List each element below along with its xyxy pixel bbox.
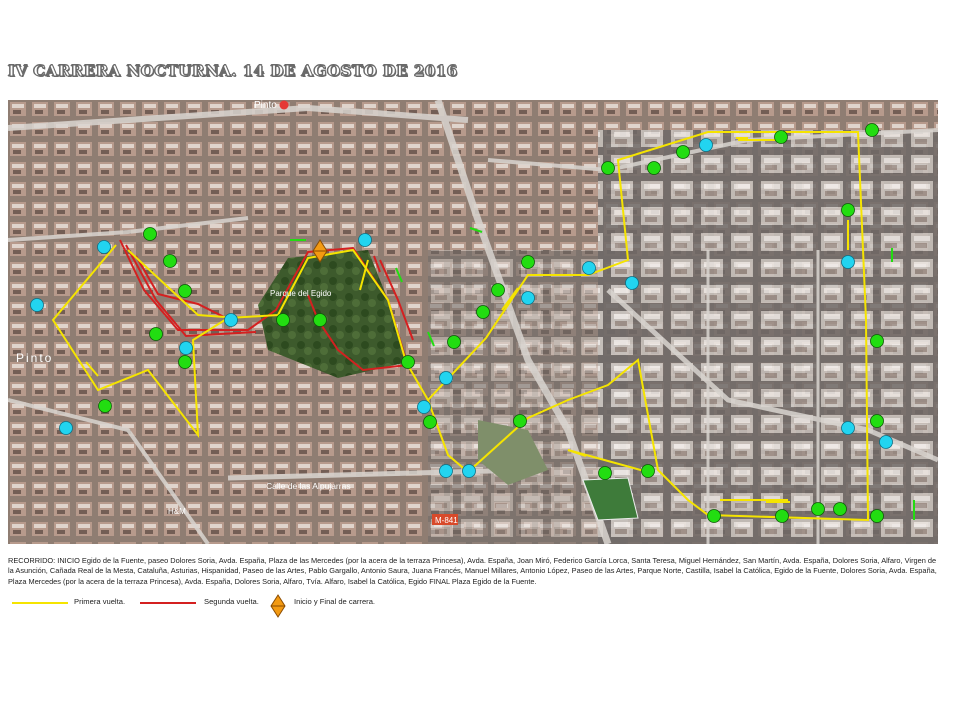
label-calle: Calle de las Alpujarras [266, 481, 351, 491]
route-map[interactable] [8, 100, 938, 544]
east-district [598, 130, 938, 544]
label-road: M-841 [435, 516, 458, 525]
label-parque: Parque del Egido [270, 289, 332, 298]
label-pinto-top: Pinto [254, 100, 277, 111]
label-brand: H&M [168, 507, 186, 516]
route-description: RECORRIDO: INICIO Egido de la Fuente, paseo Dolores Soria, Avda. España, Plaza de las Mercedes (por la acera de la terraza Princesa), Avda. España, Joan Miró, Federico García Lorca, Santa Teresa, Miguel Hernández, San Martín, Avda. España, Dolores Soria, Alfaro, Virgen de la Asunción, Cañada Real de la Mesta, Cataluña, Asturias, Hispanidad, Paseo de las Artes, Pablo Gargallo, Antonio Saura, Juana Francés, Manuel Millares, Antonio López, Paseo de las Artes, Parque Norte, Castilla, Isabel la Católica, Egido de la Fuente, Dolores Soria, Avda. España, Plaza Mercedes (por la acera de la terraza Princesa), Avda. España, Dolores Soria, Alfaro, Tvía. Alfaro, Isabel la Católica, Egido FINAL Plaza Egido de la Fuente. [8, 556, 937, 586]
legend-segunda-line [140, 602, 196, 604]
legend-inicio-label: Inicio y Final de carrera. [294, 597, 376, 606]
page-title: IV CARRERA NOCTURNA. 14 DE AGOSTO DE 2016 [8, 62, 458, 80]
label-pinto-left: Pinto [16, 351, 54, 365]
legend [8, 594, 940, 618]
legend-primera-label: Primera vuelta. [74, 597, 126, 606]
legend-segunda-label: Segunda vuelta. [204, 597, 259, 606]
legend-primera-line [12, 602, 68, 604]
legend-start-icon [270, 594, 286, 618]
pinto-pin-icon [280, 101, 289, 110]
